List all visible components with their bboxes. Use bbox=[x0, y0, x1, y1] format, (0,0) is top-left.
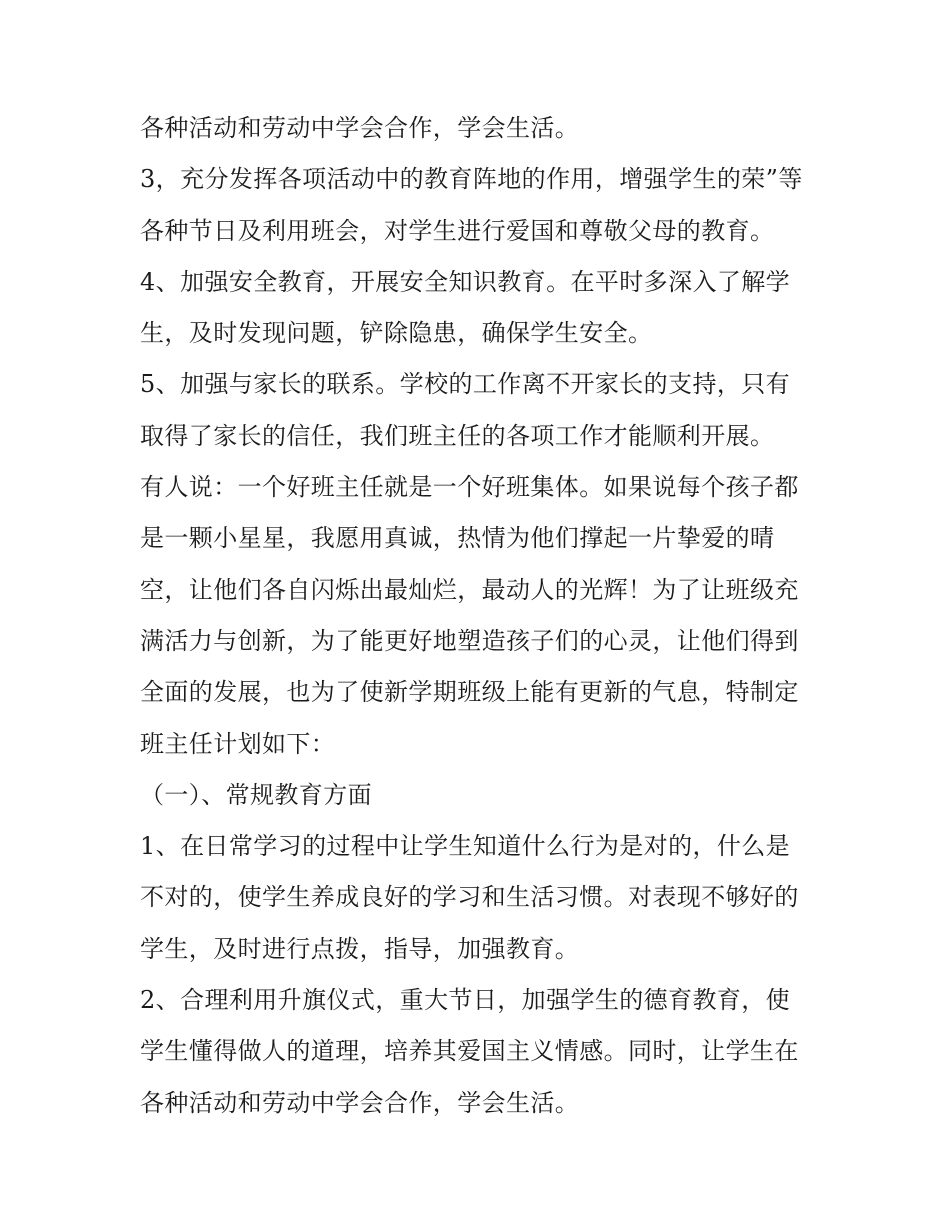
document-body bbox=[140, 103, 820, 1129]
text-line: 不对的，使学生养成良好的学习和生活习惯。对表现不够好的 bbox=[140, 883, 799, 912]
text-line: 空，让他们各自闪烁出最灿烂，最动人的光辉！为了让班级充 bbox=[140, 575, 799, 604]
text-line: 学生懂得做人的道理，培养其爱国主义情感。同时，让学生在 bbox=[140, 1037, 799, 1066]
text-line: 2、合理利用升旗仪式，重大节日，加强学生的德育教育，使 bbox=[140, 986, 791, 1015]
section-heading: （一）、常规教育方面 bbox=[140, 780, 372, 809]
text-line: 1、在日常学习的过程中让学生知道什么行为是对的，什么是 bbox=[140, 832, 791, 861]
text-line: 班主任计划如下： bbox=[140, 729, 336, 758]
text-line: 满活力与创新，为了能更好地塑造孩子们的心灵，让他们得到 bbox=[140, 626, 799, 655]
text-line: 有人说：一个好班主任就是一个好班集体。如果说每个孩子都 bbox=[140, 473, 799, 502]
text-line: 各种活动和劳动中学会合作，学会生活。 bbox=[140, 114, 580, 142]
text-line: 各种节日及利用班会，对学生进行爱国和尊敬父母的教育。 bbox=[140, 216, 775, 245]
text-line: 生，及时发现问题，铲除隐患，确保学生安全。 bbox=[140, 319, 653, 348]
text-line: 4、加强安全教育，开展安全知识教育。在平时多深入了解学 bbox=[140, 267, 791, 296]
text-line: 5、加强与家长的联系。学校的工作离不开家长的支持，只有 bbox=[140, 370, 791, 399]
text-line: 全面的发展，也为了使新学期班级上能有更新的气息，特制定 bbox=[140, 678, 799, 707]
text-line: 学生，及时进行点拨，指导，加强教育。 bbox=[140, 934, 580, 963]
text-line: 是一颗小星星，我愿用真诚，热情为他们撑起一片挚爱的晴 bbox=[140, 524, 775, 553]
text-line: 取得了家长的信任，我们班主任的各项工作才能顺利开展。 bbox=[140, 421, 775, 450]
text-line: 各种活动和劳动中学会合作，学会生活。 bbox=[140, 1088, 580, 1117]
text-line: 3，充分发挥各项活动中的教育阵地的作用，增强学生的荣”等 bbox=[140, 165, 803, 194]
